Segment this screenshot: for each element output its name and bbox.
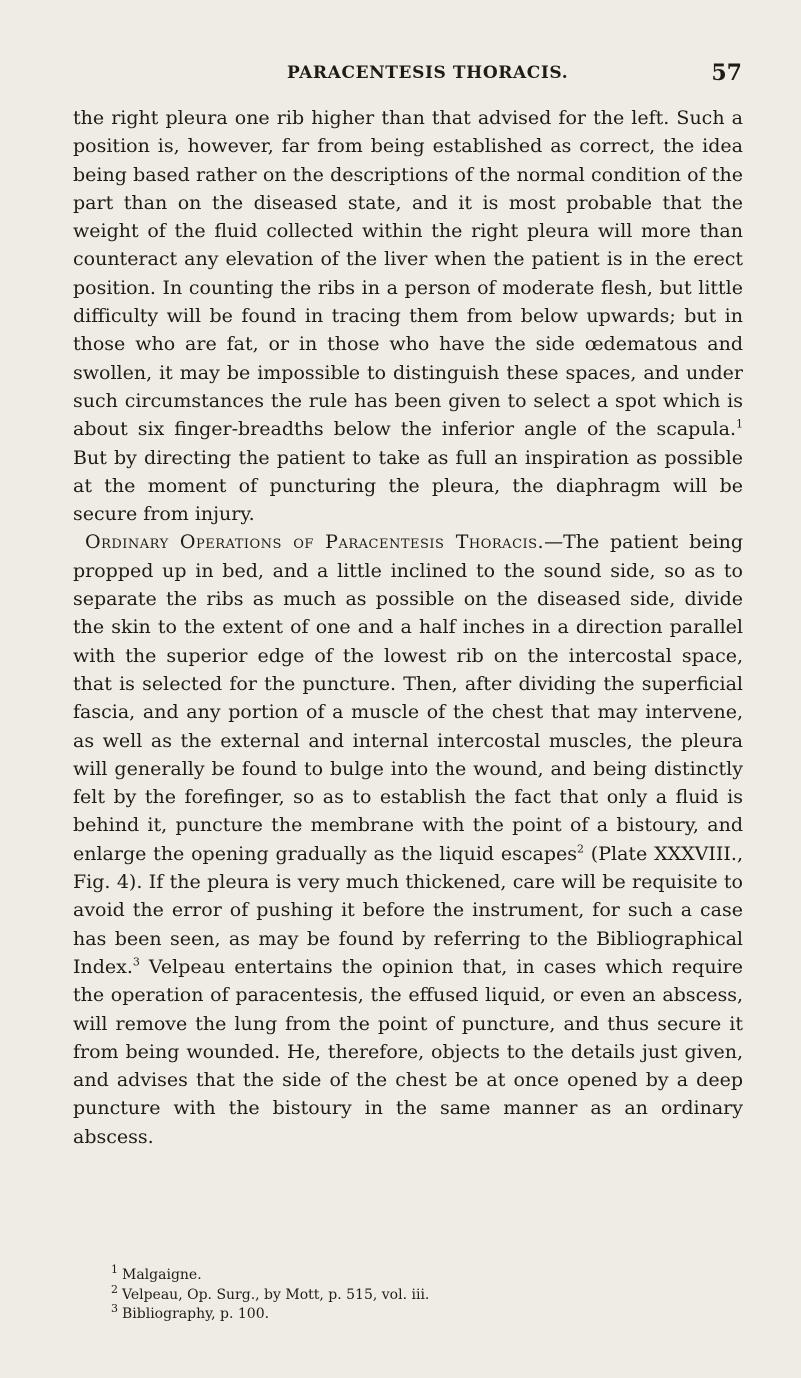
footnote-ref-1: 1 (736, 417, 743, 431)
footnote-text: Velpeau, Op. Surg., by Mott, p. 515, vol. iii. (122, 1286, 430, 1303)
paragraph-2 (73, 528, 743, 1151)
footnotes (111, 1263, 731, 1325)
paragraph-2-text-c: Velpeau entertains the opinion that, in cases which require the operation of paracentesis, the effused liquid, or even an abscess, will remove the lung from the point of puncture, and thus secure it from being wounded. He, therefore, objects to the details just given, and advises that the side of the chest be at once opened by a deep puncture with the bistoury in the same manner as an ordinary abscess. (73, 955, 743, 1148)
running-head: PARACENTESIS THORACIS. (287, 63, 569, 83)
paragraph-1 (73, 104, 743, 528)
paragraph-2-text-b: (Plate XXXVIII., Fig. 4). If the pleura is very much thickened, care will be requisite to avoid the error of pushing it before the instrument, for such a case has been seen, as may be found by referring to the Bibliographical Index. (73, 842, 743, 978)
footnote-2 (111, 1282, 731, 1306)
footnote-text: Malgaigne. (122, 1267, 202, 1283)
paragraph-2-text-a: —The patient being propped up in bed, and a little inclined to the sound side, so as to separate the ribs as much as possible on the diseased side, divide the skin to the extent of one and a half inches in a direction parallel with the superior edge of the lowest rib on the intercostal space, that is selected for the puncture. Then, after dividing the superficial fascia, and any portion of a muscle of the chest that may intervene, as well as the external and internal intercostal muscles, the pleura will generally be found to bulge into the wound, and being distinctly felt by the forefinger, so as to establish the fact that only a fluid is behind it, puncture the membrane with the point of a bistoury, and enlarge the opening gradually as the liquid escapes (73, 531, 743, 865)
body-text (73, 104, 743, 1151)
footnote-ref-2: 2 (577, 842, 584, 856)
footnote-mark: 1 (111, 1263, 118, 1277)
paragraph-1-text-b: But by directing the patient to take as full an inspiration as possible at the moment of puncturing the pleura, the diaphragm will be secure from injury. (73, 446, 743, 526)
page-header (0, 60, 801, 92)
paragraph-1-text-a: the right pleura one rib higher than that advised for the left. Such a position is, however, far from being established as correct, the idea being based rather on the descriptions of the normal condition of the part than on the diseased state, and it is most probable that the weight of the fluid collected within the right pleura will more than counteract any elevation of the liver when the patient is in the erect position. In counting the ribs in a person of moderate flesh, but little difficulty will be found in tracing them from below upwards; but in those who are fat, or in those who have the side œdematous and swollen, it may be impossible to distinguish these spaces, and under such circumstances the rule has been given to select a spot which is about six finger-breadths below the inferior angle of the scapula. (73, 107, 743, 441)
footnote-mark: 3 (111, 1302, 118, 1316)
footnote-1 (111, 1263, 731, 1286)
footnote-3 (111, 1302, 731, 1325)
section-heading: Ordinary Operations of Paracentesis Thoracis. (85, 531, 545, 554)
page-number: 57 (711, 60, 742, 86)
footnote-mark: 2 (111, 1282, 118, 1296)
footnote-text: Bibliography, p. 100. (122, 1306, 270, 1322)
footnote-ref-3: 3 (132, 955, 140, 969)
